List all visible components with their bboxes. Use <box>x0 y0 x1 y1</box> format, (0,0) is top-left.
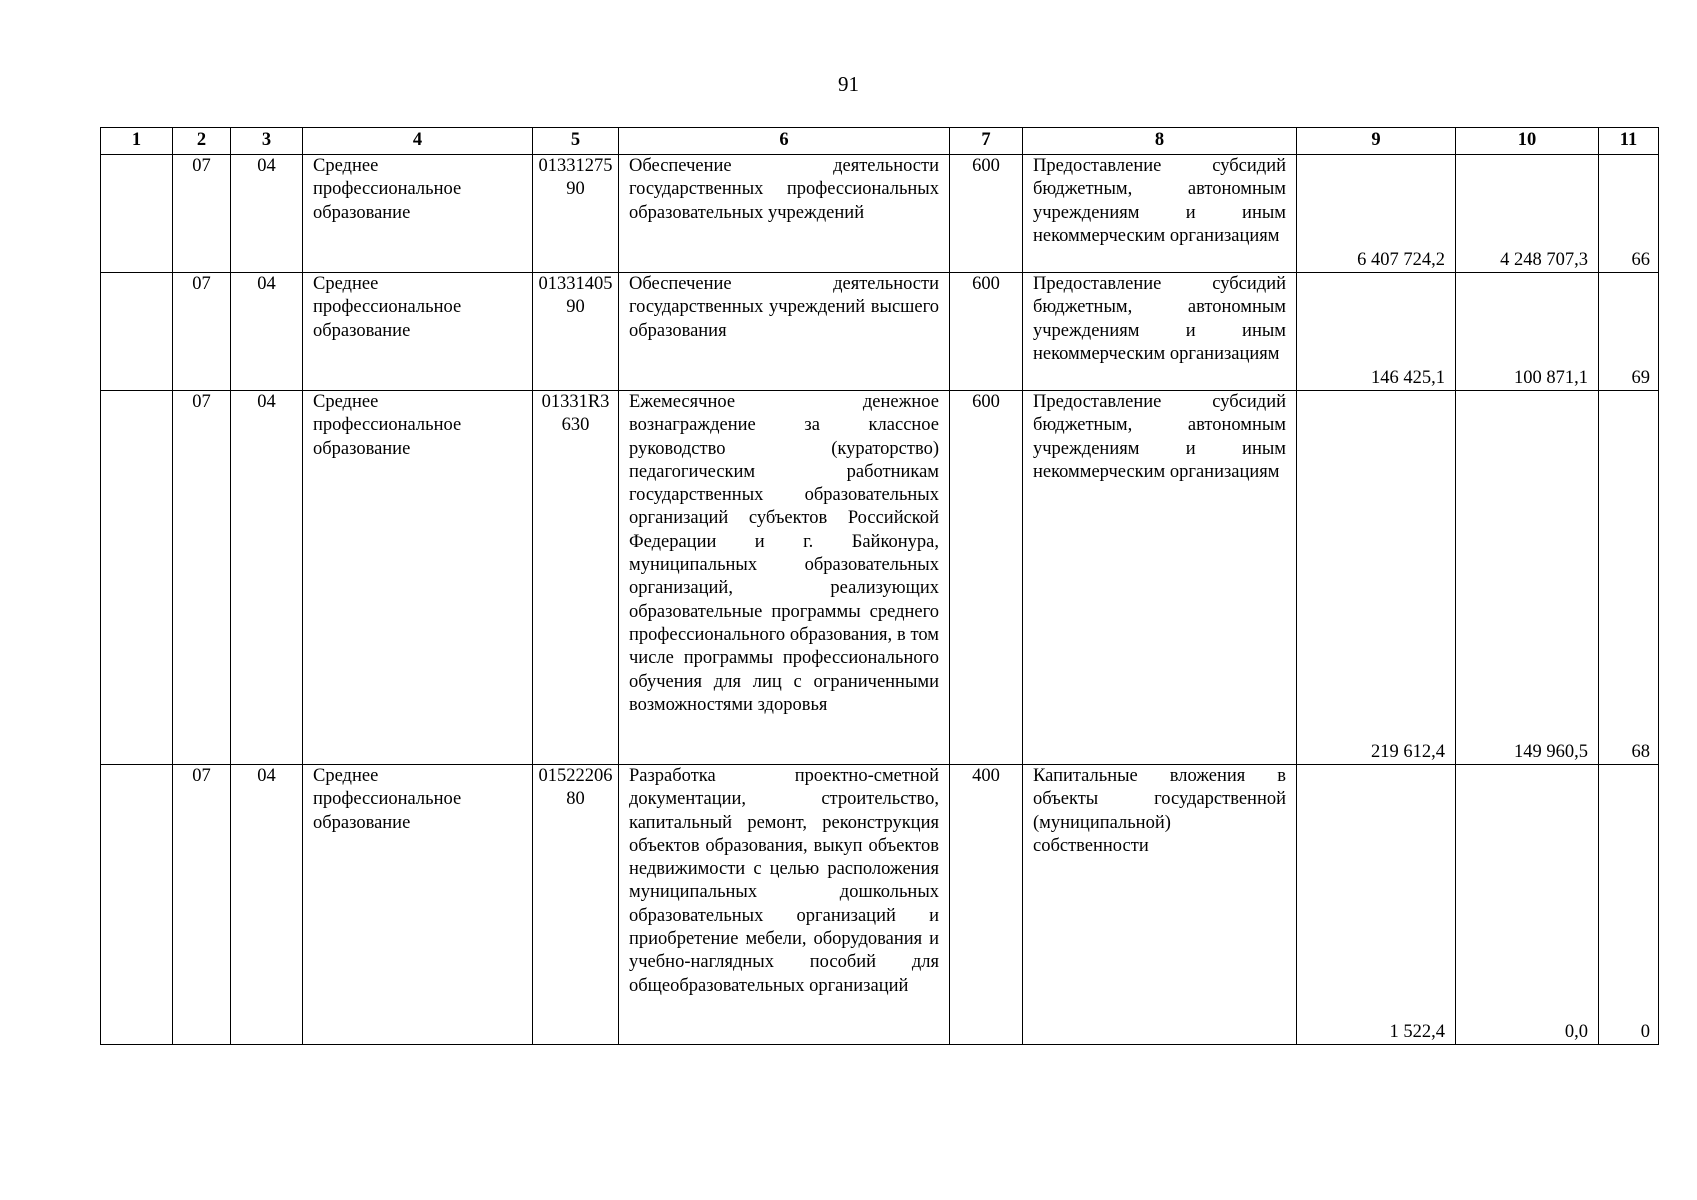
cell-section: 07 <box>173 765 231 1045</box>
cell-amount-9: 146 425,1 <box>1297 273 1456 391</box>
cell-target-code: 0133127590 <box>533 155 619 273</box>
cell-subsection-name: Среднее профессиональное образование <box>303 391 533 765</box>
cell-section: 07 <box>173 273 231 391</box>
cell-amount-10: 100 871,1 <box>1456 273 1599 391</box>
column-header-3: 3 <box>231 128 303 155</box>
cell-target-code: 0133140590 <box>533 273 619 391</box>
cell-expense-type-name: Предоставление субсидий бюджетным, автономным учреждениям и иным некоммерческим организациям <box>1023 391 1297 765</box>
cell-expense-type: 400 <box>950 765 1023 1045</box>
cell-col1 <box>101 273 173 391</box>
column-header-5: 5 <box>533 128 619 155</box>
cell-section: 07 <box>173 155 231 273</box>
cell-col1 <box>101 155 173 273</box>
column-header-9: 9 <box>1297 128 1456 155</box>
column-header-7: 7 <box>950 128 1023 155</box>
cell-percent: 69 <box>1599 273 1659 391</box>
cell-target-name: Разработка проектно-сметной документации, строительство, капитальный ремонт, реконструкция объектов образования, выкуп объектов недвижимости с целью расположения муниципальных дошкольных образовательных организаций и приобретение мебели, оборудования и учебно-наглядных пособий для общеобразовательных организаций <box>619 765 950 1045</box>
table-row <box>101 273 1659 391</box>
cell-expense-type-name: Капитальные вложения в объекты государственной (муниципальной) собственности <box>1023 765 1297 1045</box>
cell-col1 <box>101 765 173 1045</box>
cell-percent: 68 <box>1599 391 1659 765</box>
table-row <box>101 391 1659 765</box>
cell-amount-10: 0,0 <box>1456 765 1599 1045</box>
cell-expense-type: 600 <box>950 155 1023 273</box>
column-header-2: 2 <box>173 128 231 155</box>
column-header-11: 11 <box>1599 128 1659 155</box>
cell-target-code: 01331R3630 <box>533 391 619 765</box>
cell-subsection: 04 <box>231 155 303 273</box>
cell-subsection: 04 <box>231 391 303 765</box>
cell-target-name: Ежемесячное денежное вознаграждение за классное руководство (кураторство) педагогическим работникам государственных образовательных организаций субъектов Российской Федерации и г. Байконура, муниципальных образовательных организаций, реализующих образовательные программы среднего профессионального образования, в том числе программы профессионального обучения для лиц с ограниченными возможностями здоровья <box>619 391 950 765</box>
cell-expense-type-name: Предоставление субсидий бюджетным, автономным учреждениям и иным некоммерческим организациям <box>1023 273 1297 391</box>
column-header-8: 8 <box>1023 128 1297 155</box>
cell-expense-type: 600 <box>950 391 1023 765</box>
column-header-10: 10 <box>1456 128 1599 155</box>
table-row <box>101 765 1659 1045</box>
header-row <box>101 128 1659 155</box>
cell-amount-9: 219 612,4 <box>1297 391 1456 765</box>
page-number: 91 <box>838 72 859 96</box>
cell-subsection: 04 <box>231 273 303 391</box>
cell-percent: 0 <box>1599 765 1659 1045</box>
column-header-6: 6 <box>619 128 950 155</box>
budget-table <box>100 127 1659 1045</box>
table-row <box>101 155 1659 273</box>
cell-expense-type-name: Предоставление субсидий бюджетным, автономным учреждениям и иным некоммерческим организациям <box>1023 155 1297 273</box>
cell-subsection-name: Среднее профессиональное образование <box>303 273 533 391</box>
cell-amount-9: 1 522,4 <box>1297 765 1456 1045</box>
cell-subsection-name: Среднее профессиональное образование <box>303 765 533 1045</box>
cell-amount-10: 149 960,5 <box>1456 391 1599 765</box>
cell-amount-9: 6 407 724,2 <box>1297 155 1456 273</box>
cell-amount-10: 4 248 707,3 <box>1456 155 1599 273</box>
column-header-4: 4 <box>303 128 533 155</box>
cell-subsection: 04 <box>231 765 303 1045</box>
cell-subsection-name: Среднее профессиональное образование <box>303 155 533 273</box>
cell-percent: 66 <box>1599 155 1659 273</box>
cell-section: 07 <box>173 391 231 765</box>
cell-expense-type: 600 <box>950 273 1023 391</box>
cell-target-name: Обеспечение деятельности государственных учреждений высшего образования <box>619 273 950 391</box>
cell-target-name: Обеспечение деятельности государственных профессиональных образовательных учреждений <box>619 155 950 273</box>
cell-target-code: 0152220680 <box>533 765 619 1045</box>
column-header-1: 1 <box>101 128 173 155</box>
cell-col1 <box>101 391 173 765</box>
